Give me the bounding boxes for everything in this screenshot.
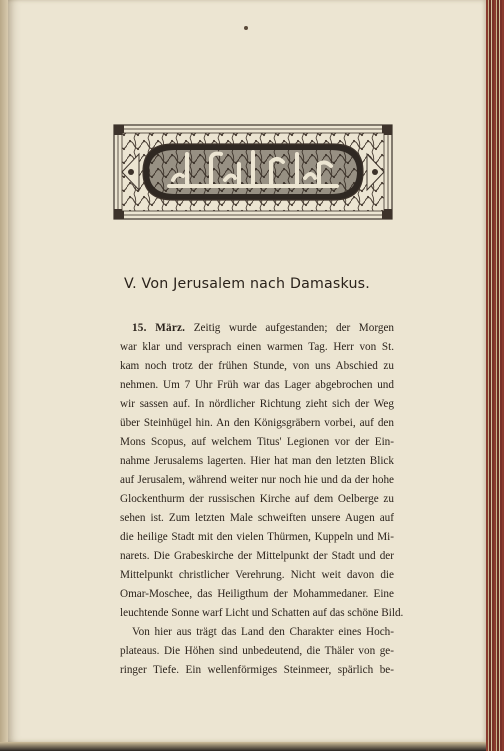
text-line: auf Jerusalem, während weiter nur noch hie und da der hohe [120,474,394,486]
entry-date: 15. März. [132,322,186,334]
text-line: über Steinhügel hin. An den Königsgräbern vorbei, auf den [120,417,394,429]
text-line: plateaus. Die Höhen sind unbedeutend, die Thäler von ge- [120,645,394,657]
text-line: kam noch trotz der frühen Stunde, von uns Abschied zu [120,360,394,372]
ink-speck [244,26,248,30]
page-edges [486,0,504,751]
text-line: nahme Jerusalems lagerten. Hier hat man den letzten Blick [120,455,394,467]
chapter-title: V. Von Jerusalem nach Damaskus. [124,276,370,292]
text-line: wir sassen auf. In nördlicher Richtung zieht sich der Weg [120,398,394,410]
text-line: narets. Die Grabeskirche der Mittelpunkt der Stadt und der [120,550,394,562]
text-line: sehen ist. Zum letzten Male schweiften unsere Augen auf [120,512,394,524]
text-line: Glockenthurm der russischen Kirche auf dem Oelberge zu [120,493,394,505]
page [8,0,486,742]
text-line: Mittelpunkt christlicher Verehrung. Nicht weit davon die [120,569,394,581]
page-bottom-edge [0,742,486,751]
text-line: ringer Tiefe. Ein wellenförmiges Steinmeer, spärlich be- [120,664,394,676]
text-line: Omar-Moschee, das Heiligthum der Mohammedaner. Eine [120,588,394,600]
text-line: war klar und versprach einen warmen Tag. Herr von St. [120,341,394,353]
arabesque-ornament-headpiece [113,124,393,220]
text-line: leuchtende Sonne warf Licht und Schatten auf das schöne Bild. [120,607,404,619]
text-line: Von hier aus trägt das Land den Charakter eines Hoch- [132,626,394,638]
text-line: nehmen. Um 7 Uhr Früh war das Lager abgebrochen und [120,379,394,391]
text-line: die heilige Stadt mit den vielen Thürmen, Kuppeln und Mi- [120,531,394,543]
text-line [120,319,394,338]
text-line: Mons Scopus, auf welchem Titus' Legionen vor der Ein- [120,436,394,448]
text-line-content: Zeitig wurde aufgestanden; der Morgen [193,322,395,334]
